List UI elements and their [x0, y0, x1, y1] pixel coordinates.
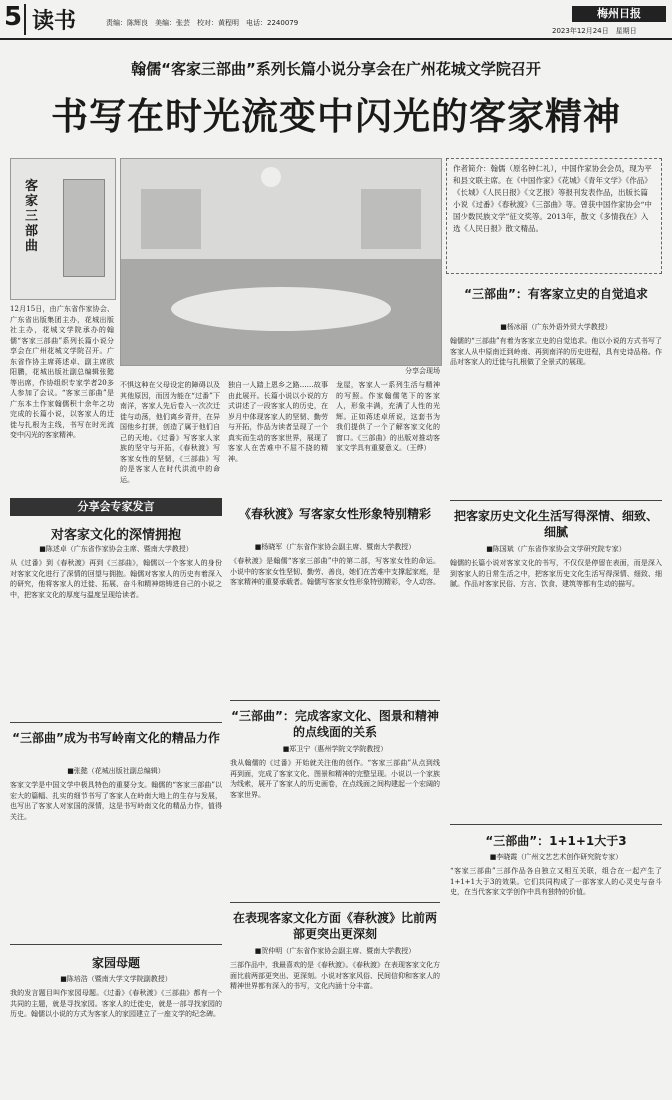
- section-author: ■郑卫宁（惠州学院文学院教授）: [282, 745, 388, 753]
- section-body: 翰儒的长篇小说对客家文化的书写，不仅仅是停留在表面，而是深入到客家人的日常生活之中，把客家历史文化生活写得深情、细致、细腻。作品对客家民俗、方言、饮食、建筑等都有生动的描写。: [450, 559, 662, 588]
- section-name: 读书: [24, 4, 76, 35]
- page-number: 5: [4, 2, 23, 32]
- section-author: ■杨冰丽（广东外语外贸大学教授）: [500, 323, 612, 331]
- section-body: 三部作品中，我最喜欢的是《春秋渡》。《春秋渡》在表现客家文化方面比前两部更突出、更深刻。小说对客家风俗、民间信仰和客家人的精神世界都有深入的书写，文化内涵十分丰富。: [230, 961, 440, 990]
- section-author: ■陈培浩（暨南大学文学院副教授）: [60, 975, 172, 983]
- book-cover-title: 客家三部曲: [25, 179, 39, 254]
- article-body-col4: 龙屋，客家人一系列生活与精神的写照。作家翰儒笔下的客家人，形象丰满，充满了人性的光辉。正如蒋述卓所说，这套书为我们提供了一个了解客家文化的窗口。《三部曲》的出版对推动客家文学具有重要意义。（王烨）: [336, 381, 440, 452]
- section-author: ■陈国斌（广东省作家协会文学研究院专家）: [486, 545, 626, 553]
- section-author: ■陈述卓（广东省作家协会主席、暨南大学教授）: [39, 545, 193, 553]
- section-body: 翰儒的“三部曲”有着为客家立史的自觉追求。他以小说的方式书写了客家人从中原南迁到岭南、再到南洋的历史进程，具有史诗品格。作品对客家人的迁徙与扎根做了全景式的展现。: [450, 337, 662, 366]
- article-body-col2: 不惧这种在父母设定的障碍以及其他原因，而因为能在“过番”下南洋，客家人先后卷入一次次迁徙与动荡，他们离乡背井，在异国他乡打拼，创造了属于他们自己的天地。《过番》写客家人家族的坚守与开拓，《春秋渡》写客家女性的坚韧，《三部曲》写的是客家人在时代洪流中的命运。: [120, 381, 220, 484]
- section-title: “三部曲”：有客家立史的自觉追求: [464, 287, 648, 301]
- editor-credits: 责编：陈辉良 美编：张芸 校对：黄程明 电话：2240079: [106, 19, 299, 27]
- section-body: 我的发言题目叫作家园母题。《过番》《春秋渡》《三部曲》都有一个共同的主题，就是寻找家园。客家人的迁徙史，就是一部寻找家园的历史。翰儒以小说的方式为客家人的家园建立了一座文学的纪念碑。: [10, 989, 222, 1018]
- article-body-col3: 独自一人踏上恩乡之路……故事由此展开。长篇小说以小说的方式讲述了一段客家人的历史，在岁月中体现客家人的坚韧、勤劳与开拓，作品为读者呈现了一个真实而生动的客家世界，展现了客家人在苦难中不屈不挠的精神。: [228, 381, 328, 463]
- section-author: ■张懿（花城出版社副总编辑）: [67, 767, 165, 775]
- page-header: [0, 0, 672, 40]
- article-title: 书写在时光流变中闪光的客家精神: [51, 95, 621, 138]
- divider: [10, 722, 222, 723]
- author-bio-box: [446, 158, 662, 274]
- section-author: ■贺仲明（广东省作家协会副主席、暨南大学教授）: [254, 947, 416, 955]
- issue-date: 2023年12月24日 星期日: [552, 27, 637, 35]
- section-title: 《春秋渡》写客家女性形象特别精彩: [238, 507, 431, 521]
- divider: [10, 944, 222, 945]
- divider: [230, 700, 440, 701]
- event-photo-graphic: [121, 159, 441, 365]
- expert-talks-banner: 分享会专家发言: [10, 498, 222, 516]
- section-title: 在表现客家文化方面《春秋渡》比前两部更突出更深刻: [232, 911, 437, 941]
- article-subtitle: 翰儒“客家三部曲”系列长篇小说分享会在广州花城文学院召开: [131, 60, 541, 78]
- section-body: 从《过番》到《春秋渡》再到《三部曲》，翰儒以一个客家人的身份对客家文化进行了深情的回望与拥抱。翰儒对客家人的历史有着深入的研究，他将客家人的迁徙、拓展、奋斗和精神熔铸进自己的小说之中，把客家文化的厚度与温度呈现给读者。: [10, 559, 222, 599]
- section-body: 客家文学是中国文学中极具特色的重要分支。翰儒的“客家三部曲”以宏大的篇幅、扎实的细节书写了客家人在岭南大地上的生存与发展，也写出了客家人对家国的深情，这是书写岭南文化的精品力作，值得关注。: [10, 781, 222, 821]
- section-title: 把客家历史文化生活写得深情、细致、细腻: [453, 509, 658, 539]
- author-bio-text: 作者简介：翰儒（原名钟仁礼），中国作家协会会员，现为平和县文联主席。在《中国作家》《花城》《青年文学》《作品》《长城》《人民日报》《文艺报》等报刊发表作品，出版长篇小说《过番》《春秋渡》《三部曲》等。曾获中国作家协会“中国少数民族文学”征文奖等。2013年，散文《多情我在》入选《人民日报》散文精品。: [453, 164, 652, 233]
- photo-caption: 分享会现场: [405, 367, 440, 375]
- divider: [450, 500, 662, 501]
- section-title: 对客家文化的深情拥抱: [50, 528, 181, 543]
- section-body: 我从翰儒的《过番》开始就关注他的创作。“客家三部曲”从点到线再到面，完成了客家文化、图景和精神的完整呈现。小说以一个家族为线索，展开了客家人的历史画卷，在点线面之间构建起一个宏阔的客家世界。: [230, 759, 440, 799]
- lead-paragraph: 12月15日，由广东省作家协会、广东省出版集团主办，花城出版社主办，花城文学院承办的翰儒“客家三部曲”系列长篇小说分享会在广州花城文学院召开。广东省作协主席蒋述卓、副主席欧阳鹏，花城出版社副总编辑张懿等出席，作协组织专家学者20多人参加了会议。“客家三部曲”是广东本土作家翰儒积十余年之功完成的长篇小说，以客家人的迁徙与扎根为主线，书写在时光流变中闪光的客家精神。: [10, 305, 114, 439]
- section-body: 《春秋渡》是翰儒“客家三部曲”中的第二部，写客家女性的命运。小说中的客家女性坚韧、勤劳、善良，她们在苦难中支撑起家庭，是客家精神的重要承载者。翰儒写客家女性形象特别精彩，令人动容。: [230, 557, 440, 586]
- section-title: “三部曲”：1+1+1大于3: [485, 834, 627, 848]
- section-body: “客家三部曲”三部作品各自独立又相互关联，组合在一起产生了1+1+1大于3的效果。它们共同构成了一部客家人的心灵史与奋斗史，在当代客家文学创作中具有独特的价值。: [450, 867, 662, 896]
- newspaper-masthead: 梅州日报: [572, 6, 666, 22]
- divider: [230, 902, 440, 903]
- book-cover-image: [10, 158, 116, 300]
- section-title: 家园母题: [91, 956, 140, 970]
- section-title: “三部曲”：完成客家文化、图景和精神的点线面的关系: [231, 709, 439, 739]
- divider: [450, 824, 662, 825]
- book-stack-graphic: [63, 179, 105, 277]
- section-title: “三部曲”成为书写岭南文化的精品力作: [12, 731, 220, 745]
- event-photo: [120, 158, 442, 366]
- section-author: ■李晓霞（广州文艺艺术创作研究院专家）: [489, 853, 623, 861]
- section-author: ■杨晓军（广东省作家协会副主席、暨南大学教授）: [254, 543, 416, 551]
